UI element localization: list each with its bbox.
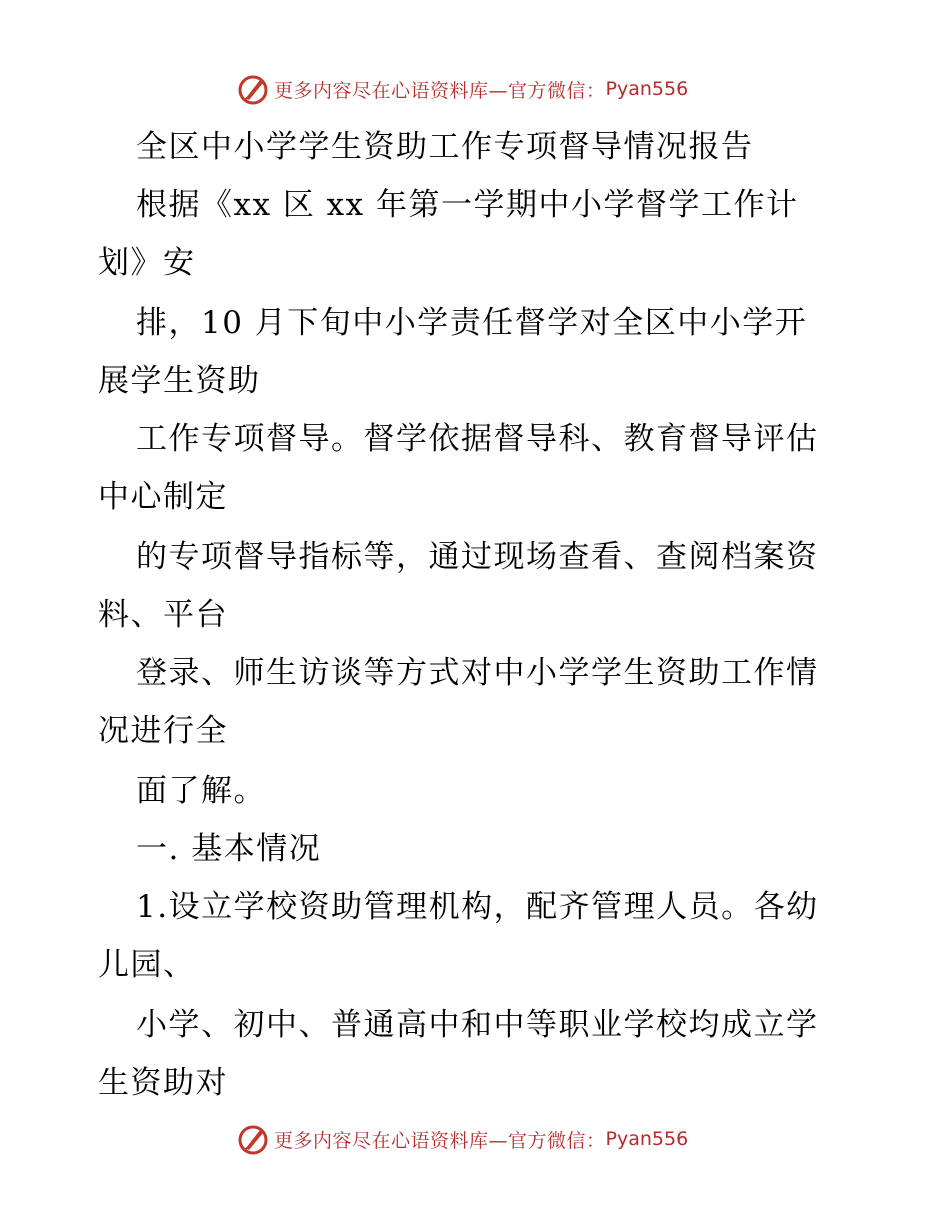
quill-logo-icon (236, 1122, 270, 1156)
paragraph-line: 面了解。 (136, 773, 266, 809)
paragraph-line: 的专项督导指标等，通过现场查看、查阅档案资 (136, 539, 819, 575)
footer-watermark (236, 1122, 688, 1156)
section-heading: 一. 基本情况 (136, 831, 322, 867)
paragraph-line: 1.设立学校资助管理机构，配齐管理人员。各幼 (136, 889, 819, 925)
paragraph-line: 生资助对 (98, 1065, 228, 1101)
paragraph-line: 登录、师生访谈等方式对中小学学生资助工作情 (136, 655, 819, 691)
watermark-text: 更多内容尽在心语资料库—官方微信： (274, 79, 606, 102)
watermark-text: 更多内容尽在心语资料库—官方微信： (274, 1129, 606, 1152)
paragraph-line: 划》安 (98, 245, 196, 281)
paragraph-line: 儿园、 (98, 947, 196, 983)
watermark-wechat-id: Pyan556 (605, 78, 689, 100)
document-title: 全区中小学学生资助工作专项督导情况报告 (136, 129, 754, 165)
paragraph-line: 展学生资助 (98, 363, 261, 399)
paragraph-line: 中心制定 (98, 479, 228, 515)
paragraph-line: 料、平台 (98, 597, 228, 633)
paragraph-line: 小学、初中、普通高中和中等职业学校均成立学 (136, 1007, 819, 1043)
quill-logo-icon (236, 72, 270, 106)
paragraph-line: 根据《xx 区 xx 年第一学期中小学督学工作计 (136, 187, 799, 223)
paragraph-line: 工作专项督导。督学依据督导科、教育督导评估 (136, 421, 819, 457)
paragraph-line: 况进行全 (98, 713, 228, 749)
header-watermark (236, 72, 688, 106)
paragraph-line: 排，10 月下旬中小学责任督学对全区中小学开 (136, 305, 808, 341)
watermark-wechat-id: Pyan556 (605, 1128, 689, 1150)
